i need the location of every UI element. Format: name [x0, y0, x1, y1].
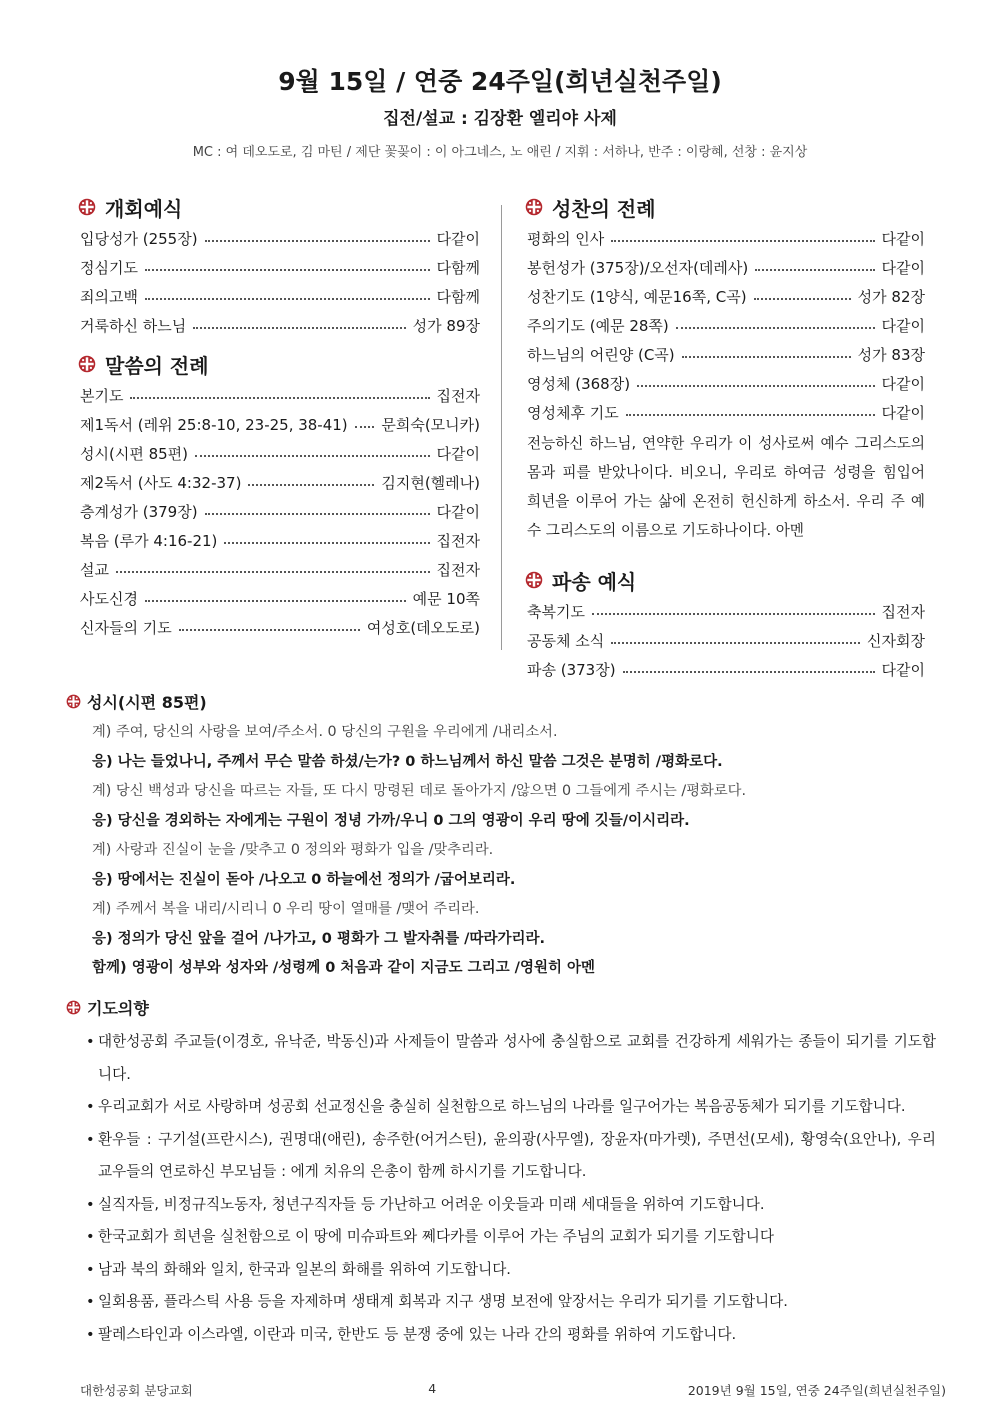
dot-leader — [130, 397, 429, 399]
intentions-heading: 기도의향 — [66, 992, 936, 1022]
service-row-value: 신자회장 — [867, 632, 925, 650]
service-row — [527, 282, 925, 311]
service-row — [527, 655, 925, 684]
intentions-list — [86, 1026, 936, 1351]
footer-page-number: 4 — [428, 1381, 437, 1396]
service-row — [80, 282, 480, 311]
dot-leader — [592, 613, 875, 615]
intention-item: • 팔레스타인과 이스라엘, 이란과 미국, 한반도 등 분쟁 중에 있는 나라 간의 평화를 위하여 기도합니다. — [86, 1319, 936, 1352]
service-row — [80, 468, 480, 497]
service-row-label: 거룩하신 하느님 — [80, 317, 187, 335]
psalm-lines — [92, 718, 936, 984]
service-row — [80, 497, 480, 526]
psalm-verse-line: 계) 사랑과 진실이 눈을 /맞추고 0 정의와 평화가 입을 /맞추리라. — [92, 842, 494, 858]
psalm-verse-line: 계) 주여, 당신의 사랑을 보여/주소서. 0 당신의 구원을 우리에게 /내리소서. — [92, 724, 558, 740]
service-row-label: 죄의고백 — [80, 288, 138, 306]
service-row — [80, 224, 480, 253]
service-row — [80, 410, 480, 439]
dot-leader — [205, 240, 430, 242]
eucharist-rows — [527, 224, 925, 427]
service-row-label: 하느님의 어린양 (C곡) — [527, 346, 675, 364]
psalm-response-line: 응) 정의가 당신 앞을 걸어 /나가고, 0 평화가 그 발자취를 /따라가리라. — [92, 930, 545, 947]
dot-leader — [682, 356, 851, 358]
cross-icon — [525, 571, 543, 589]
dot-leader — [145, 269, 430, 271]
left-column — [80, 190, 480, 642]
word-rows — [80, 381, 480, 642]
service-row-label: 파송 (373장) — [527, 661, 616, 679]
page-footer — [80, 1381, 946, 1399]
service-row — [80, 311, 480, 340]
page-title: 9월 15일 / 연중 24주일(희년실천주일) — [278, 67, 722, 96]
right-column — [527, 190, 925, 684]
section-opening-heading: 개회예식 — [78, 190, 480, 224]
service-row — [80, 253, 480, 282]
service-row-label: 신자들의 기도 — [80, 619, 172, 637]
dot-leader — [193, 327, 405, 329]
service-row-label: 성시(시편 85편) — [80, 445, 189, 463]
service-row-label: 영성체후 기도 — [527, 404, 619, 422]
dot-leader — [355, 426, 375, 428]
dot-leader — [611, 642, 860, 644]
cross-icon — [78, 355, 96, 373]
service-row — [527, 369, 925, 398]
service-row — [527, 253, 925, 282]
service-row-value: 집전자 — [436, 532, 480, 550]
dismissal-rows — [527, 597, 925, 684]
dot-leader — [145, 298, 430, 300]
service-row-value: 집전자 — [436, 561, 480, 579]
post-communion-prayer: 전능하신 하느님, 연약한 우리가 이 성사로써 예수 그리스도의 몸과 피를 받았나이다. 비오니, 우리로 하여금 성령을 힘입어 희년을 이루어 가는 삶에 온전히 헌신하게 하소서. 우리 주 예수 그리스도의 이름으로 기도하나이다. 아멘 — [527, 435, 925, 539]
service-row-value: 다같이 — [881, 661, 925, 679]
service-row — [80, 613, 480, 642]
psalm-verse-line: 계) 주께서 복을 내리/시리니 0 우리 땅이 열매를 /맺어 주리라. — [92, 901, 480, 917]
service-row-value: 김지현(헬레나) — [381, 474, 480, 492]
dot-leader — [755, 269, 874, 271]
service-row-value: 집전자 — [436, 387, 480, 405]
psalm-section — [66, 686, 936, 984]
service-row-value: 문희숙(모니카) — [381, 416, 480, 434]
service-row-label: 봉헌성가 (375장)/오선자(데레사) — [527, 259, 749, 277]
cross-icon — [78, 198, 96, 216]
service-row-value: 다함께 — [436, 259, 480, 277]
footer-church: 대한성공회 분당교회 — [80, 1383, 193, 1398]
dot-leader — [754, 298, 851, 300]
psalm-heading: 성시(시편 85편) — [66, 686, 936, 716]
service-row-value: 다같이 — [881, 375, 925, 393]
service-row-value: 집전자 — [881, 603, 925, 621]
service-row-label: 정심기도 — [80, 259, 138, 277]
service-row-value: 다같이 — [436, 445, 480, 463]
intention-item: • 우리교회가 서로 사랑하며 성공회 선교정신을 충실히 실천함으로 하느님의 나라를 일구어가는 복음공동체가 되기를 기도합니다. — [86, 1091, 936, 1124]
cross-icon — [66, 1000, 81, 1015]
intention-item: • 실직자들, 비정규직노동자, 청년구직자들 등 가난하고 어려운 이웃들과 미래 세대들을 위하여 기도합니다. — [86, 1189, 936, 1222]
dot-leader — [205, 513, 430, 515]
psalm-response-line: 응) 당신을 경외하는 자에게는 구원이 정녕 가까/우니 0 그의 영광이 우리 땅에 깃들/이시리라. — [92, 812, 690, 829]
service-row-label: 복음 (루가 4:16-21) — [80, 532, 218, 550]
service-row-value: 여성호(데오도로) — [366, 619, 480, 637]
service-row — [80, 381, 480, 410]
section-dismissal-heading: 파송 예식 — [525, 563, 925, 597]
service-row — [80, 584, 480, 613]
dot-leader — [195, 455, 430, 457]
section-eucharist-heading: 성찬의 전례 — [525, 190, 925, 224]
intention-item: • 한국교회가 희년을 실천함으로 이 땅에 미슈파트와 쩨다카를 이루어 가는 주님의 교회가 되기를 기도합니다 — [86, 1221, 936, 1254]
service-row-label: 제2독서 (사도 4:32-37) — [80, 474, 242, 492]
service-row-value: 다함께 — [436, 288, 480, 306]
service-row-label: 공동체 소식 — [527, 632, 605, 650]
service-row-value: 성가 89장 — [412, 317, 480, 335]
cross-icon — [66, 694, 81, 709]
intentions-section — [66, 992, 936, 1351]
service-row — [527, 224, 925, 253]
cross-icon — [525, 198, 543, 216]
dot-leader — [224, 542, 429, 544]
service-row-value: 다같이 — [881, 259, 925, 277]
dot-leader — [637, 385, 874, 387]
service-row-value: 다같이 — [881, 317, 925, 335]
service-row-label: 성찬기도 (1양식, 예문16쪽, C곡) — [527, 288, 747, 306]
service-row-label: 설교 — [80, 561, 109, 579]
section-word-heading: 말씀의 전례 — [78, 347, 480, 381]
service-row-value: 성가 83장 — [857, 346, 925, 364]
dot-leader — [623, 671, 875, 673]
service-row — [527, 626, 925, 655]
service-row — [80, 439, 480, 468]
dot-leader — [145, 600, 406, 602]
service-row-label: 사도신경 — [80, 590, 138, 608]
service-row-label: 평화의 인사 — [527, 230, 605, 248]
service-row-value: 다같이 — [436, 230, 480, 248]
intention-item: • 일회용품, 플라스틱 사용 등을 자제하며 생태계 회복과 지구 생명 보전에 앞장서는 우리가 되기를 기도합니다. — [86, 1286, 936, 1319]
service-row-label: 입당성가 (255장) — [80, 230, 198, 248]
opening-rows — [80, 224, 480, 340]
intention-item: • 환우들 : 구기설(프란시스), 권명대(애린), 송주한(어거스틴), 윤의광(사무엘), 장윤자(마가렛), 주면선(모세), 황영숙(요안나), 우리 교우들의 연로하신 부모님들 : 에게 치유의 은총이 함께 하시기를 기도합니다. — [86, 1124, 936, 1189]
column-divider — [501, 205, 502, 650]
service-row-label: 층계성가 (379장) — [80, 503, 198, 521]
psalm-response-line: 응) 땅에서는 진실이 돋아 /나오고 0 하늘에선 정의가 /굽어보리라. — [92, 871, 516, 888]
psalm-verse-line: 계) 당신 백성과 당신을 따르는 자들, 또 다시 망령된 데로 돌아가지 /않으면 0 그들에게 주시는 /평화로다. — [92, 783, 746, 799]
dot-leader — [626, 414, 875, 416]
service-row-label: 주의기도 (예문 28쪽) — [527, 317, 669, 335]
service-row — [527, 311, 925, 340]
psalm-response-line: 응) 나는 들었나니, 주께서 무슨 말씀 하셨/는가? 0 하느님께서 하신 말씀 그것은 분명히 /평화로다. — [92, 753, 723, 770]
celebrant-line: 집전/설교 : 김장환 엘리야 사제 — [383, 109, 617, 129]
service-row — [80, 526, 480, 555]
service-row-value: 다같이 — [881, 404, 925, 422]
service-row-value: 성가 82장 — [857, 288, 925, 306]
roles-line: MC : 여 데오도로, 김 마틴 / 제단 꽃꽂이 : 이 아그네스, 노 애린 / 지휘 : 서하나, 반주 : 이랑혜, 선창 : 윤지상 — [192, 145, 808, 160]
service-row-label: 제1독서 (레위 25:8-10, 23-25, 38-41) — [80, 416, 348, 434]
dot-leader — [179, 629, 360, 631]
service-row-value: 다같이 — [436, 503, 480, 521]
dot-leader — [248, 484, 374, 486]
service-row-label: 영성체 (368장) — [527, 375, 631, 393]
intention-item: • 대한성공회 주교들(이경호, 유낙준, 박동신)과 사제들이 말씀과 성사에 충실함으로 교회를 건강하게 세워가는 종들이 되기를 기도합니다. — [86, 1026, 936, 1091]
dot-leader — [611, 240, 874, 242]
service-row — [527, 597, 925, 626]
footer-date: 2019년 9월 15일, 연중 24주일(희년실천주일) — [687, 1383, 946, 1398]
service-row-value: 예문 10쪽 — [412, 590, 480, 608]
service-row — [527, 340, 925, 369]
dot-leader — [116, 571, 430, 573]
service-row-value: 다같이 — [881, 230, 925, 248]
dot-leader — [676, 327, 875, 329]
service-row — [80, 555, 480, 584]
service-row-label: 축복기도 — [527, 603, 585, 621]
psalm-response-line: 함께) 영광이 성부와 성자와 /성령께 0 처음과 같이 지금도 그리고 /영원히 아멘 — [92, 960, 596, 976]
intention-item: • 남과 북의 화해와 일치, 한국과 일본의 화해를 위하여 기도합니다. — [86, 1254, 936, 1287]
service-row-label: 본기도 — [80, 387, 124, 405]
service-row — [527, 398, 925, 427]
